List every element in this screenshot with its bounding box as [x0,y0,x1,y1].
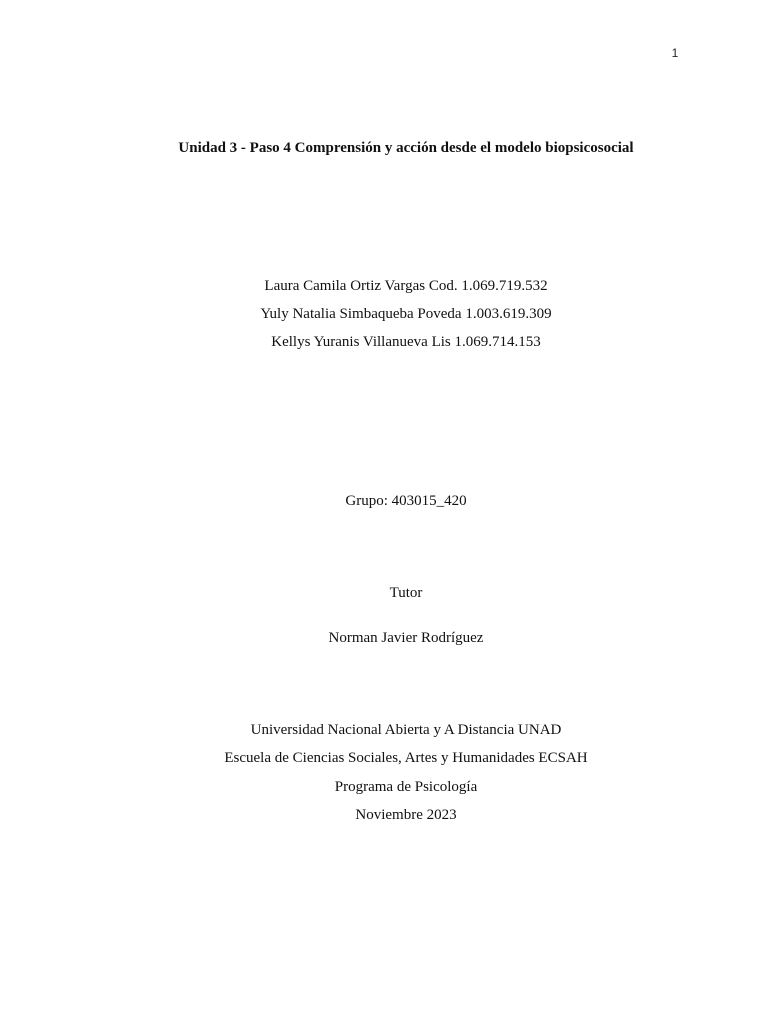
university-line: Universidad Nacional Abierta y A Distancia UNAD [250,722,562,738]
author-line-1: Laura Camila Ortiz Vargas Cod. 1.069.719.532 [264,278,548,294]
page-number: 1 [671,46,679,60]
tutor-name: Norman Javier Rodríguez [328,630,484,646]
program-line: Programa de Psicología [334,779,478,795]
author-line-3: Kellys Yuranis Villanueva Lis 1.069.714.153 [271,334,541,350]
document-title: Unidad 3 - Paso 4 Comprensión y acción desde el modelo biopsicosocial [178,140,634,156]
tutor-label: Tutor [389,585,423,601]
date-line: Noviembre 2023 [355,807,457,823]
author-line-2: Yuly Natalia Simbaqueba Poveda 1.003.619.309 [260,306,552,322]
school-line: Escuela de Ciencias Sociales, Artes y Humanidades ECSAH [224,750,588,766]
group-line: Grupo: 403015_420 [345,493,467,509]
